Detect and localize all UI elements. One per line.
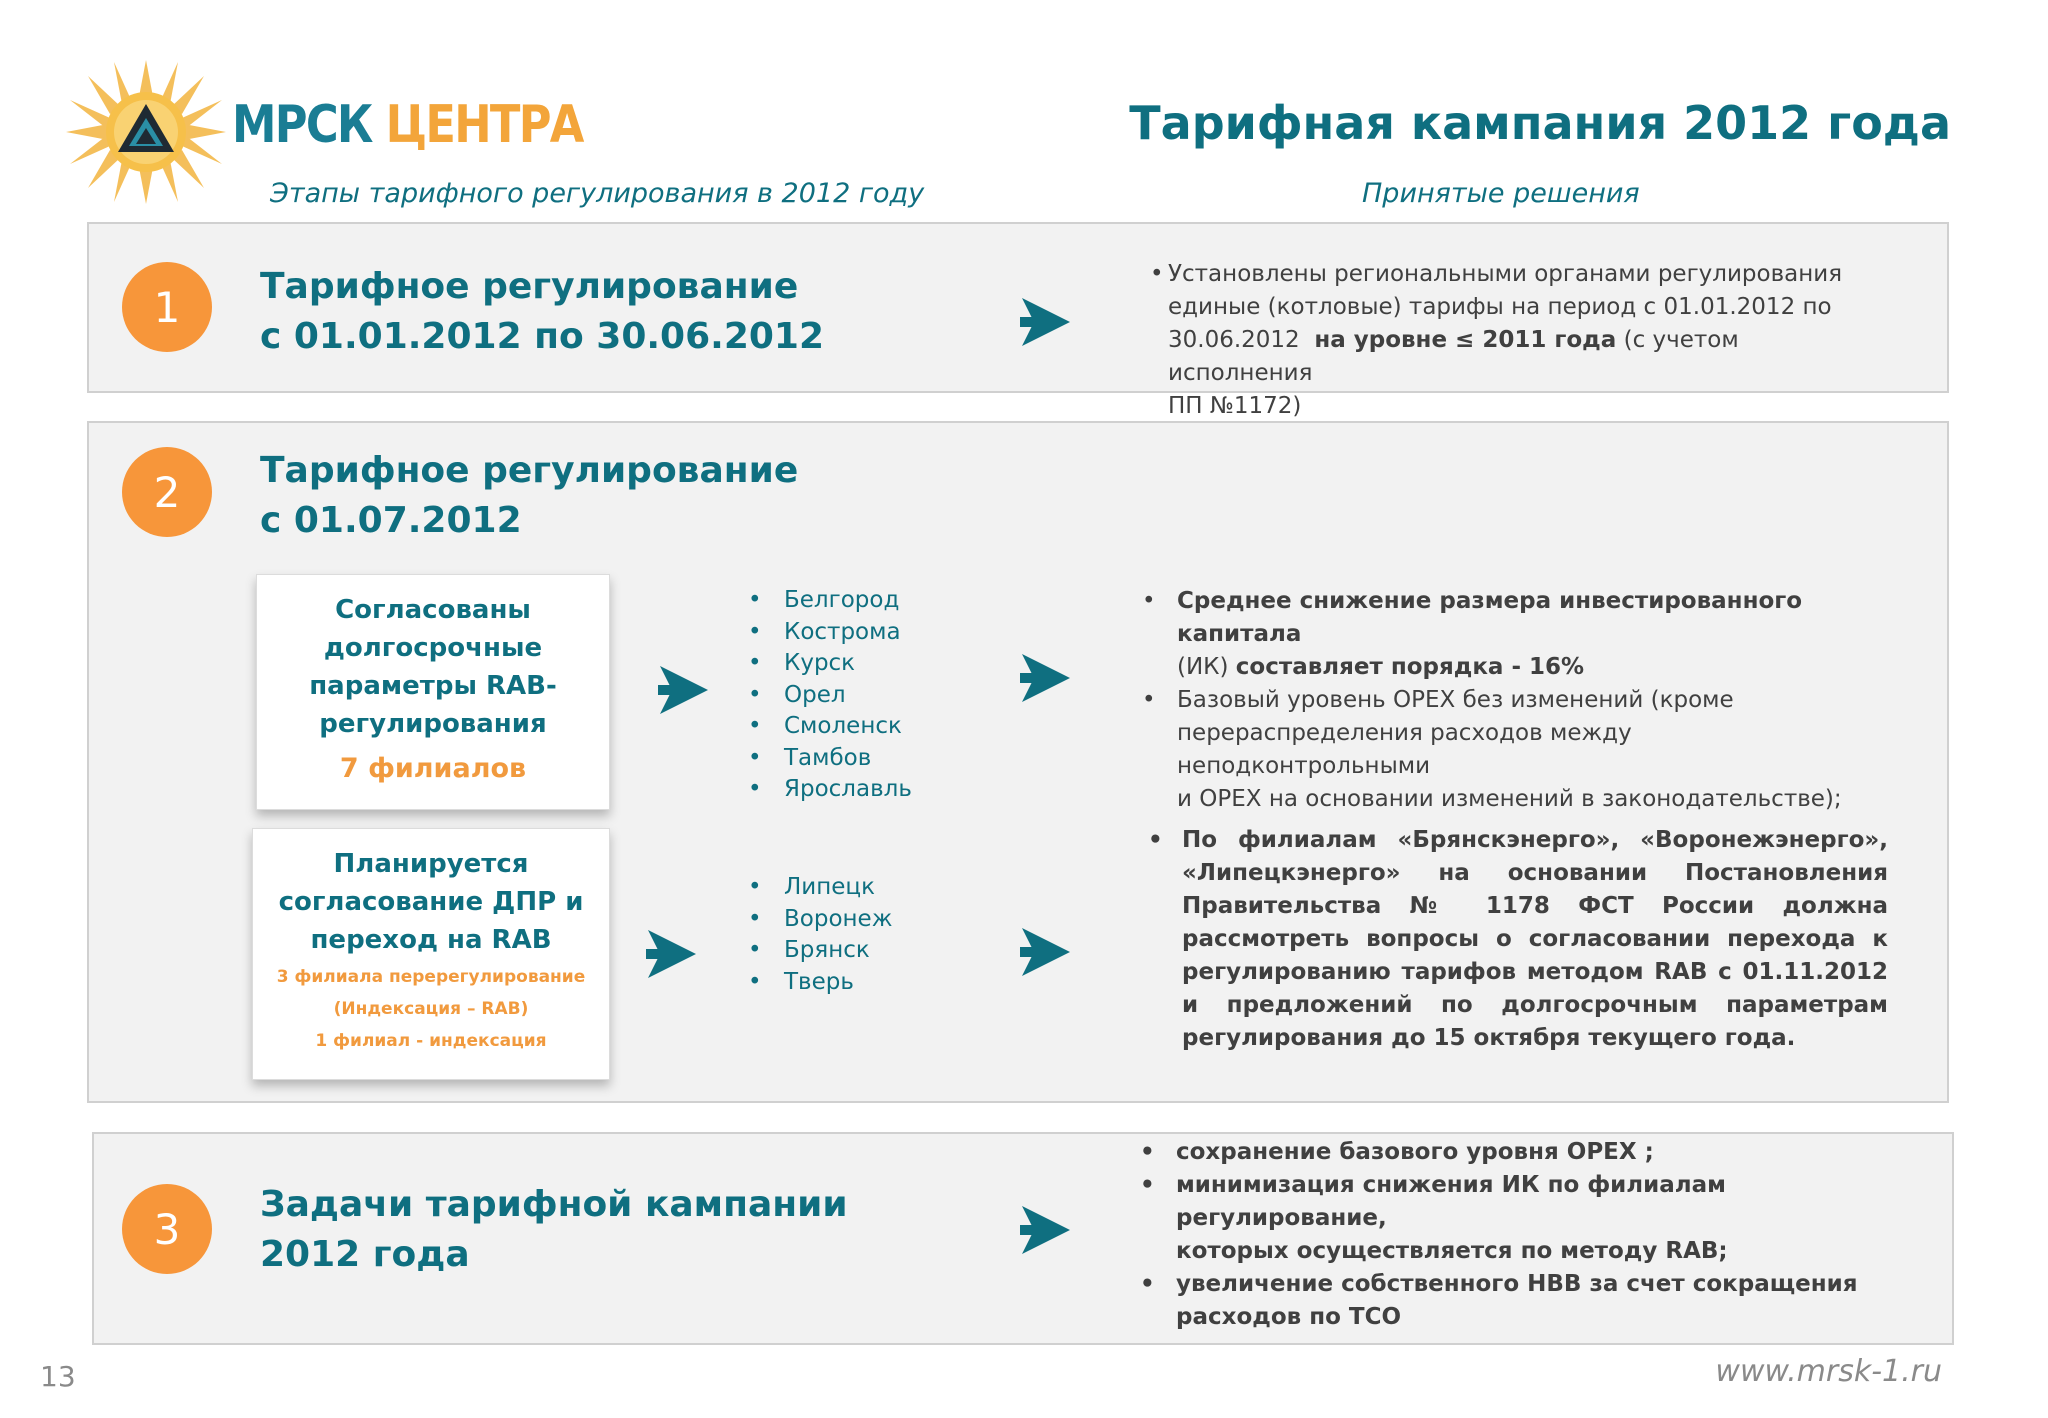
city-item: • Брянск: [748, 935, 892, 967]
chevron-arrow-icon: [1018, 922, 1078, 982]
stage3-title-line2: 2012 года: [260, 1234, 470, 1275]
rab-agreed-line4: регулирования: [319, 709, 547, 739]
city-item: • Тамбов: [748, 743, 912, 775]
rab-planned-sub1: 3 филиала перерегулирование: [276, 967, 586, 987]
city-item: • Кострома: [748, 617, 912, 649]
rab-planned-line1: Планируется: [333, 849, 529, 879]
rab-agreed-card: [256, 574, 610, 810]
stage3-title: [260, 1180, 848, 1280]
stage1-decision: [1150, 258, 1850, 423]
rab-agreed-line3: параметры RAB-: [309, 671, 557, 701]
rab-agreed-branch-count: 7 филиалов: [339, 753, 527, 784]
planned-cities-list: [748, 872, 892, 998]
stage2-decision1-bullet2: [1142, 684, 1884, 816]
task-item: [1140, 1268, 1900, 1334]
stage2-number-badge: 2: [122, 447, 212, 537]
stage2-decision2-bullet: [1148, 824, 1888, 1055]
logo-text-centra: ЦЕНТРА: [385, 95, 583, 155]
task-nvv-line2: расходов по ТСО: [1176, 1304, 1402, 1330]
logo-wordmark: [232, 95, 583, 155]
city-item: • Белгород: [748, 585, 912, 617]
stage1-decision-line3c: (с учетом исполнения: [1168, 327, 1739, 386]
task-nvv-line1: увеличение собственного НВВ за счет сокращения: [1176, 1271, 1858, 1297]
logo-text-mrsk: МРСК: [232, 95, 372, 155]
rab-planned-sub2: (Индексация – RAB): [333, 999, 529, 1019]
rab-agreed-line1: Согласованы: [335, 595, 531, 625]
page-title: Тарифная кампания 2012 года: [1129, 96, 1951, 150]
stage1-title-line2: с 01.01.2012 по 30.06.2012: [260, 316, 825, 357]
capital-reduction-value: составляет порядка - 16%: [1235, 654, 1585, 680]
rab-planned-sub3: 1 филиал - индексация: [315, 1031, 547, 1051]
stage1-decision-line2: единые (котловые) тарифы на период с 01.01.2012 по: [1168, 294, 1832, 320]
left-column-heading: Этапы тарифного регулирования в 2012 году: [270, 178, 925, 209]
rab-planned-card: [252, 828, 610, 1080]
stage2-title-line2: с 01.07.2012: [260, 500, 522, 541]
rab-cities-list: [748, 585, 912, 806]
stage2-title-line1: Тарифное регулирование: [260, 450, 799, 491]
city-item: • Липецк: [748, 872, 892, 904]
opex-line2: перераспределения расходов между неподконтрольными: [1177, 720, 1632, 779]
task-item: [1140, 1136, 1900, 1169]
stage1-decision-line1: Установлены региональными органами регулирования: [1168, 261, 1843, 287]
chevron-arrow-icon: [644, 924, 704, 984]
opex-line1: Базовый уровень ОРЕХ без изменений (кроме: [1177, 687, 1734, 713]
fst-decision-text: По филиалам «Брянскэнерго», «Воронежэнерго», «Липецкэнерго» на основании Постановления Правительства № 1178 ФСТ России должна рассмотреть вопросы о согласовании перехода к регулированию тарифов методом RAB с 01.11.2012 и предложений по долгосрочным параметрам регулирования до 15 октября текущего года.: [1182, 827, 1888, 1051]
stage1-decision-line4: ПП №1172): [1168, 393, 1302, 419]
task-item: [1140, 1169, 1900, 1268]
stage3-title-line1: Задачи тарифной кампании: [260, 1184, 848, 1225]
chevron-arrow-icon: [1018, 1200, 1078, 1260]
stage3-tasks: [1140, 1136, 1900, 1334]
opex-line3: и ОРЕХ на основании изменений в законодательстве);: [1177, 786, 1842, 812]
rab-planned-line3: переход на RAB: [310, 925, 552, 955]
city-item: • Смоленск: [748, 711, 912, 743]
task-ik-line2: которых осуществляется по методу RAB;: [1176, 1238, 1728, 1264]
rab-planned-line2: согласование ДПР и: [278, 887, 584, 917]
stage1-decision-bullet: [1150, 258, 1850, 423]
footer-url[interactable]: www.mrsk-1.ru: [1715, 1354, 1942, 1389]
capital-reduction-ik: (ИК): [1177, 654, 1229, 680]
logo-sun-icon: [62, 56, 230, 208]
page-number: 13: [40, 1360, 76, 1393]
city-item: • Курск: [748, 648, 912, 680]
stage2-decision2: [1148, 824, 1888, 1055]
stage2-decision1: [1142, 585, 1884, 816]
city-item: • Ярославль: [748, 774, 912, 806]
chevron-arrow-icon: [656, 660, 716, 720]
city-item: • Орел: [748, 680, 912, 712]
stage1-number-badge: 1: [122, 262, 212, 352]
stage3-number-badge: 3: [122, 1184, 212, 1274]
chevron-arrow-icon: [1018, 648, 1078, 708]
right-column-heading: Принятые решения: [1362, 178, 1640, 209]
stage2-decision1-bullet1: [1142, 585, 1884, 684]
task-ik-line1: минимизация снижения ИК по филиалам регулирование,: [1176, 1172, 1726, 1231]
city-item: • Воронеж: [748, 904, 892, 936]
stage1-title-line1: Тарифное регулирование: [260, 266, 799, 307]
city-item: • Тверь: [748, 967, 892, 999]
chevron-arrow-icon: [1018, 292, 1078, 352]
capital-reduction-text: Среднее снижение размера инвестированного капитала: [1177, 588, 1803, 647]
rab-agreed-line2: долгосрочные: [323, 633, 543, 663]
task-opex: сохранение базового уровня ОРЕХ ;: [1176, 1139, 1654, 1165]
stage1-decision-line3b: на уровне ≤ 2011 года: [1314, 327, 1617, 353]
stage1-title: [260, 262, 824, 362]
stage1-decision-line3a: 30.06.2012: [1168, 327, 1300, 353]
stage2-title: [260, 446, 798, 546]
